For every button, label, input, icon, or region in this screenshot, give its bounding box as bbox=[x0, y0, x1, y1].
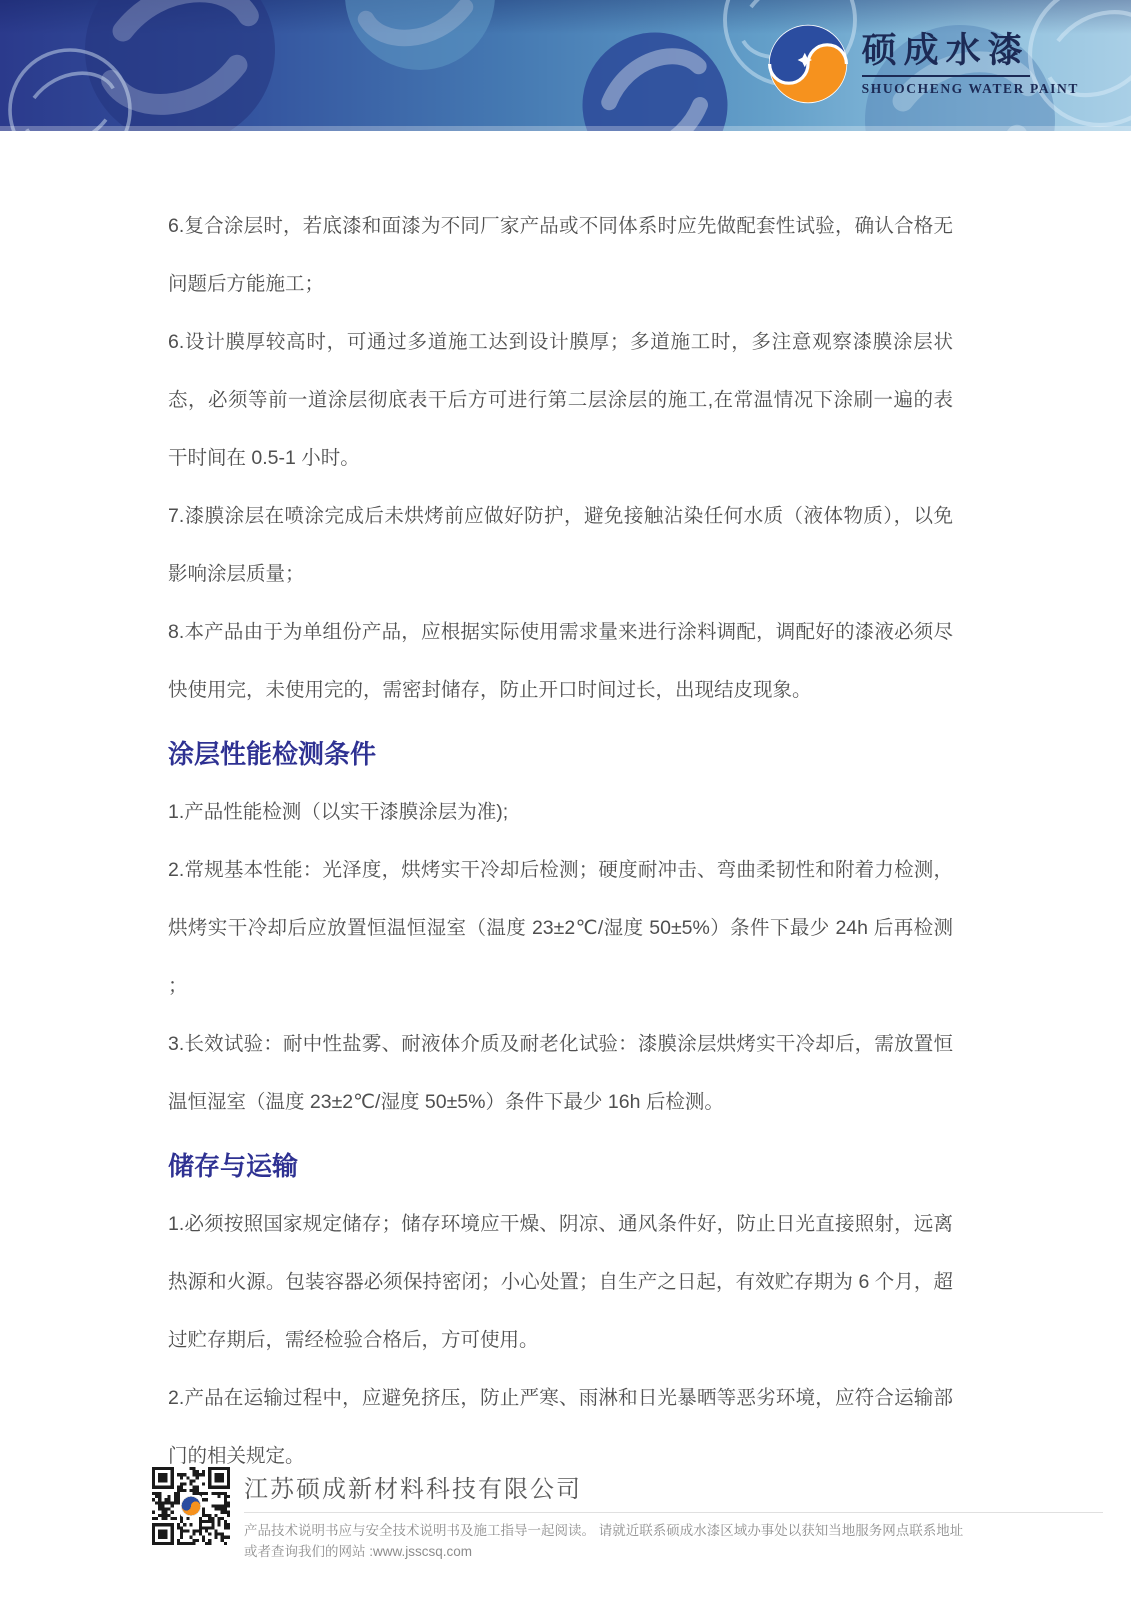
brand-name-en: SHUOCHENG WATER PAINT bbox=[861, 81, 1079, 96]
brand-logo-text bbox=[862, 31, 1079, 97]
brand-name-cn: 硕成水漆 bbox=[862, 31, 1030, 77]
paragraph: 6.复合涂层时，若底漆和面漆为不同厂家产品或不同体系时应先做配套性试验，确认合格无问题后方能施工； bbox=[168, 215, 953, 295]
paragraph: 2.产品在运输过程中，应避免挤压，防止严寒、雨淋和日光暴晒等恶劣环境，应符合运输部门的相关规定。 bbox=[168, 1387, 953, 1467]
page-footer bbox=[0, 1467, 1131, 1562]
paragraph: 1.产品性能检测（以实干漆膜涂层为准); bbox=[168, 801, 509, 823]
section-title-storage-transport: 储存与运输 bbox=[168, 1151, 299, 1181]
footer-text bbox=[244, 1467, 1103, 1562]
paragraph: 3.长效试验：耐中性盐雾、耐液体介质及耐老化试验：漆膜涂层烘烤实干冷却后，需放置恒温恒湿室（温度 23±2℃/湿度 50±5%）条件下最少 16h 后检测。 bbox=[168, 1033, 953, 1113]
paragraph: 1.必须按照国家规定储存；储存环境应干燥、阴凉、通风条件好，防止日光直接照射，远离热源和火源。包装容器必须保持密闭；小心处置；自生产之日起，有效贮存期为 6 个月，超过贮存期后，需经检验合格后，方可使用。 bbox=[168, 1213, 953, 1351]
footer-note-line2: 或者查询我们的网站 :www.jsscsq.com bbox=[244, 1544, 473, 1559]
paragraph: 8.本产品由于为单组份产品，应根据实际使用需求量来进行涂料调配，调配好的漆液必须尽快使用完，未使用完的，需密封储存，防止开口时间过长，出现结皮现象。 bbox=[168, 621, 953, 701]
document-content bbox=[0, 131, 1131, 1485]
footer-note-line1: 产品技术说明书应与安全技术说明书及施工指导一起阅读。 请就近联系硕成水漆区域办事处以获知当地服务网点联系地址 bbox=[244, 1523, 964, 1538]
paragraph: 2.常规基本性能：光泽度，烘烤实干冷却后检测；硬度耐冲击、弯曲柔韧性和附着力检测，烘烤实干冷却后应放置恒温恒湿室（温度 23±2℃/湿度 50±5%）条件下最少 24h 后再检测 ； bbox=[168, 859, 953, 997]
section-title-coating-test: 涂层性能检测条件 bbox=[168, 739, 377, 769]
qr-code bbox=[152, 1467, 230, 1545]
brand-logo bbox=[768, 24, 1079, 104]
paragraph: 7.漆膜涂层在喷涂完成后未烘烤前应做好防护，避免接触沾染任何水质（液体物质），以免影响涂层质量； bbox=[168, 505, 953, 585]
header-banner bbox=[0, 0, 1131, 131]
footer-note bbox=[244, 1520, 1103, 1562]
company-name: 江苏硕成新材料科技有限公司 bbox=[244, 1467, 1103, 1513]
brand-logo-icon bbox=[768, 24, 848, 104]
paragraph: 6.设计膜厚较高时，可通过多道施工达到设计膜厚；多道施工时，多注意观察漆膜涂层状态，必须等前一道涂层彻底表干后方可进行第二层涂层的施工,在常温情况下涂刷一遍的表干时间在 0.5-1 小时。 bbox=[168, 331, 953, 469]
